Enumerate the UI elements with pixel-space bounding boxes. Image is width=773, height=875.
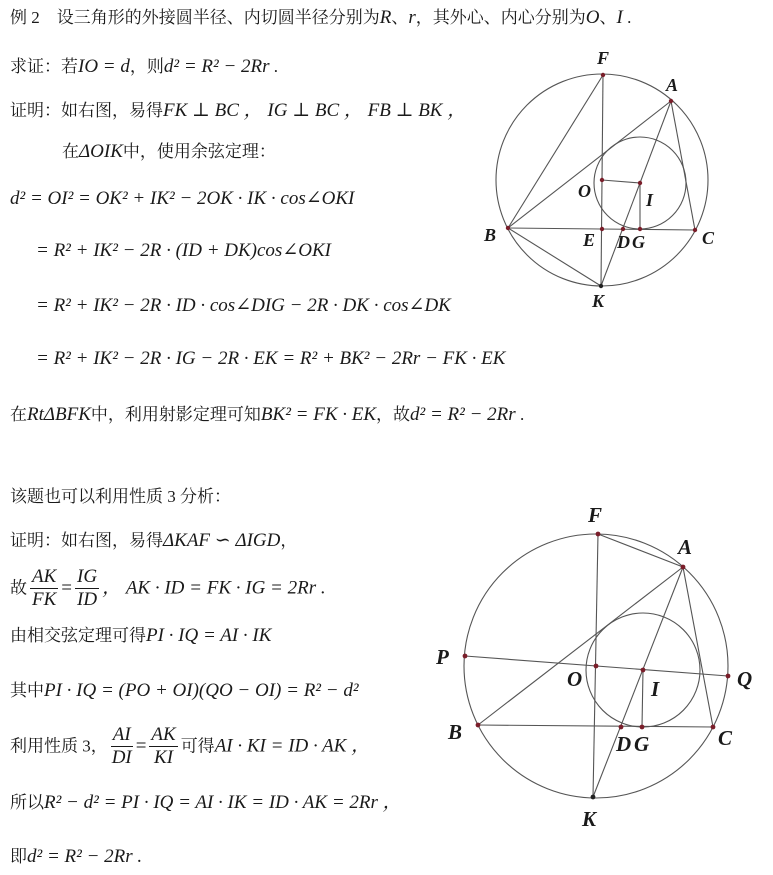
label-O: O (578, 181, 591, 201)
segment-BC (508, 228, 695, 230)
period: . (273, 57, 279, 76)
label-A: A (666, 75, 679, 95)
label-C: C (702, 228, 715, 248)
segment-AK (593, 567, 683, 797)
where-math: PI · IQ = (PO + OI)(QO − OI) = R² − d² (44, 680, 359, 701)
label-B: B (484, 225, 497, 245)
claim-math-2: d² = R² − 2Rr (163, 56, 270, 77)
so-line (10, 792, 402, 814)
segment-FK (593, 534, 598, 797)
label-I: I (646, 190, 654, 210)
segment-OI (602, 180, 640, 183)
label-A: A (678, 535, 693, 559)
so-prefix: 所以 (10, 793, 44, 812)
math-I: I (616, 7, 623, 28)
numerator: AK (32, 566, 57, 587)
claim-mid: ，则 (129, 57, 164, 76)
proof2-prefix: 证明：如右图，易得 (10, 531, 163, 550)
circumcircle (496, 74, 708, 286)
property-math: AI · KI = ID · AK ， (214, 735, 371, 757)
title-text: 例 2 设三角形的外接圆半径、内切圆半径分别为 (10, 8, 380, 27)
proof-line (10, 100, 466, 122)
intro-text: 该题也可以利用性质 3 分析： (10, 487, 231, 506)
chord-math: PI · IQ = AI · IK (146, 625, 272, 646)
cosine-math: ΔOIK (79, 141, 123, 162)
label-O: O (567, 667, 583, 691)
eq2-text: = R² + IK² − 2R · (ID + DK)cos∠OKI (36, 240, 331, 261)
fraction-ak-fk (30, 566, 58, 611)
segment-BA (508, 101, 671, 228)
chord-line (10, 625, 271, 647)
label-B: B (448, 720, 463, 744)
label-E: E (583, 230, 596, 250)
intro-line (10, 486, 231, 508)
final-prefix: 即 (10, 847, 27, 866)
property-line (10, 724, 370, 769)
example-title (10, 7, 631, 29)
claim-line (10, 56, 278, 78)
label-D: D (616, 732, 632, 756)
comma: ， (280, 531, 298, 550)
fraction-ak-ki (149, 724, 177, 769)
math-R: R (379, 7, 392, 28)
equation-4 (36, 348, 505, 370)
label-Q: Q (737, 667, 753, 691)
label-F: F (597, 48, 610, 68)
label-P: P (436, 645, 449, 669)
where-line (10, 680, 359, 702)
denominator: KI (154, 747, 174, 768)
equation-3 (36, 295, 451, 317)
label-G: G (634, 732, 650, 756)
final-math: d² = R² − 2Rr . (27, 846, 143, 867)
label-D: D (617, 232, 630, 252)
eq1-text: d² = OI² = OK² + IK² − 2OK · IK · cos∠OKI (10, 188, 355, 209)
segment-BC (478, 725, 713, 727)
numerator: AK (151, 724, 176, 745)
ratio-rest: ， AK · ID = FK · IG = 2Rr . (102, 577, 326, 599)
circumcircle-2 (464, 534, 728, 798)
so-math: R² − d² = PI · IQ = AI · IK = ID · AK = 2Rr ， (44, 792, 402, 813)
segment-BA (478, 567, 683, 725)
title-text-mid: ，其外心、内心分别为 (415, 8, 586, 27)
equals: = (135, 735, 147, 757)
numerator: IG (77, 566, 98, 587)
ratio-prefix: 故 (10, 578, 27, 598)
final-line (10, 846, 142, 868)
segment-PQ (465, 656, 728, 676)
denominator: FK (32, 589, 57, 610)
segment-FA (598, 534, 683, 567)
label-G: G (632, 232, 645, 252)
conclusion-line (10, 404, 524, 426)
math-r: r (408, 7, 416, 28)
numerator: AI (112, 724, 131, 745)
equation-2 (36, 240, 331, 262)
conclusion-mid: 中，利用射影定理可知 (90, 405, 261, 424)
claim-prefix: 求证：若 (10, 57, 78, 76)
cosine-prefix: 在 (62, 142, 79, 161)
claim-math-1: IO = d (78, 56, 130, 77)
segment-AK (601, 101, 671, 286)
cosine-suffix: 中，使用余弦定理： (122, 142, 276, 161)
separator: 、 (599, 8, 617, 27)
segment-FK (601, 75, 603, 286)
property-mid: 可得 (180, 736, 215, 756)
fraction-ai-di (111, 724, 133, 769)
proof2-math: ΔKAF ∽ ΔIGD (163, 530, 281, 551)
label-F: F (588, 503, 603, 527)
conclusion-mid-2: ，故 (376, 405, 411, 424)
conclusion-triangle: RtΔBFK (27, 404, 91, 425)
equation-1 (10, 188, 354, 210)
proof2-line (10, 530, 297, 552)
incircle (594, 137, 686, 229)
segment-BK (508, 228, 601, 286)
chord-prefix: 由相交弦定理可得 (10, 626, 146, 645)
ratio-line (10, 566, 326, 611)
period: . (519, 405, 525, 424)
proof-math: FK ⊥ BC ， IG ⊥ BC ， FB ⊥ BK ， (163, 100, 467, 121)
conclusion-math-2: d² = R² − 2Rr (410, 404, 516, 425)
denominator: ID (77, 589, 98, 610)
label-I: I (651, 677, 660, 701)
separator: 、 (391, 8, 409, 27)
label-K: K (592, 291, 605, 311)
proof-prefix: 证明：如右图，易得 (10, 101, 163, 120)
eq3-text: = R² + IK² − 2R · ID · cos∠DIG − 2R · DK · cos∠DK (36, 295, 451, 316)
segment-AC (671, 101, 695, 230)
equals: = (61, 577, 72, 599)
incircle-2 (586, 613, 700, 727)
segment-BF (508, 75, 603, 228)
cosine-line (62, 141, 276, 163)
period: . (627, 8, 632, 27)
segment-AC (683, 567, 713, 727)
conclusion-prefix: 在 (10, 405, 27, 424)
label-K: K (582, 807, 597, 831)
where-prefix: 其中 (10, 681, 44, 700)
denominator: DI (111, 747, 132, 768)
fraction-ig-id (75, 566, 99, 611)
math-O: O (585, 7, 600, 28)
label-C: C (718, 726, 733, 750)
property-prefix: 利用性质 3， (10, 736, 108, 756)
conclusion-math-1: BK² = FK · EK (260, 404, 377, 425)
eq4-text: = R² + IK² − 2R · IG − 2R · EK = R² + BK² − 2Rr − FK · EK (36, 348, 506, 369)
segment-IG (642, 670, 643, 727)
